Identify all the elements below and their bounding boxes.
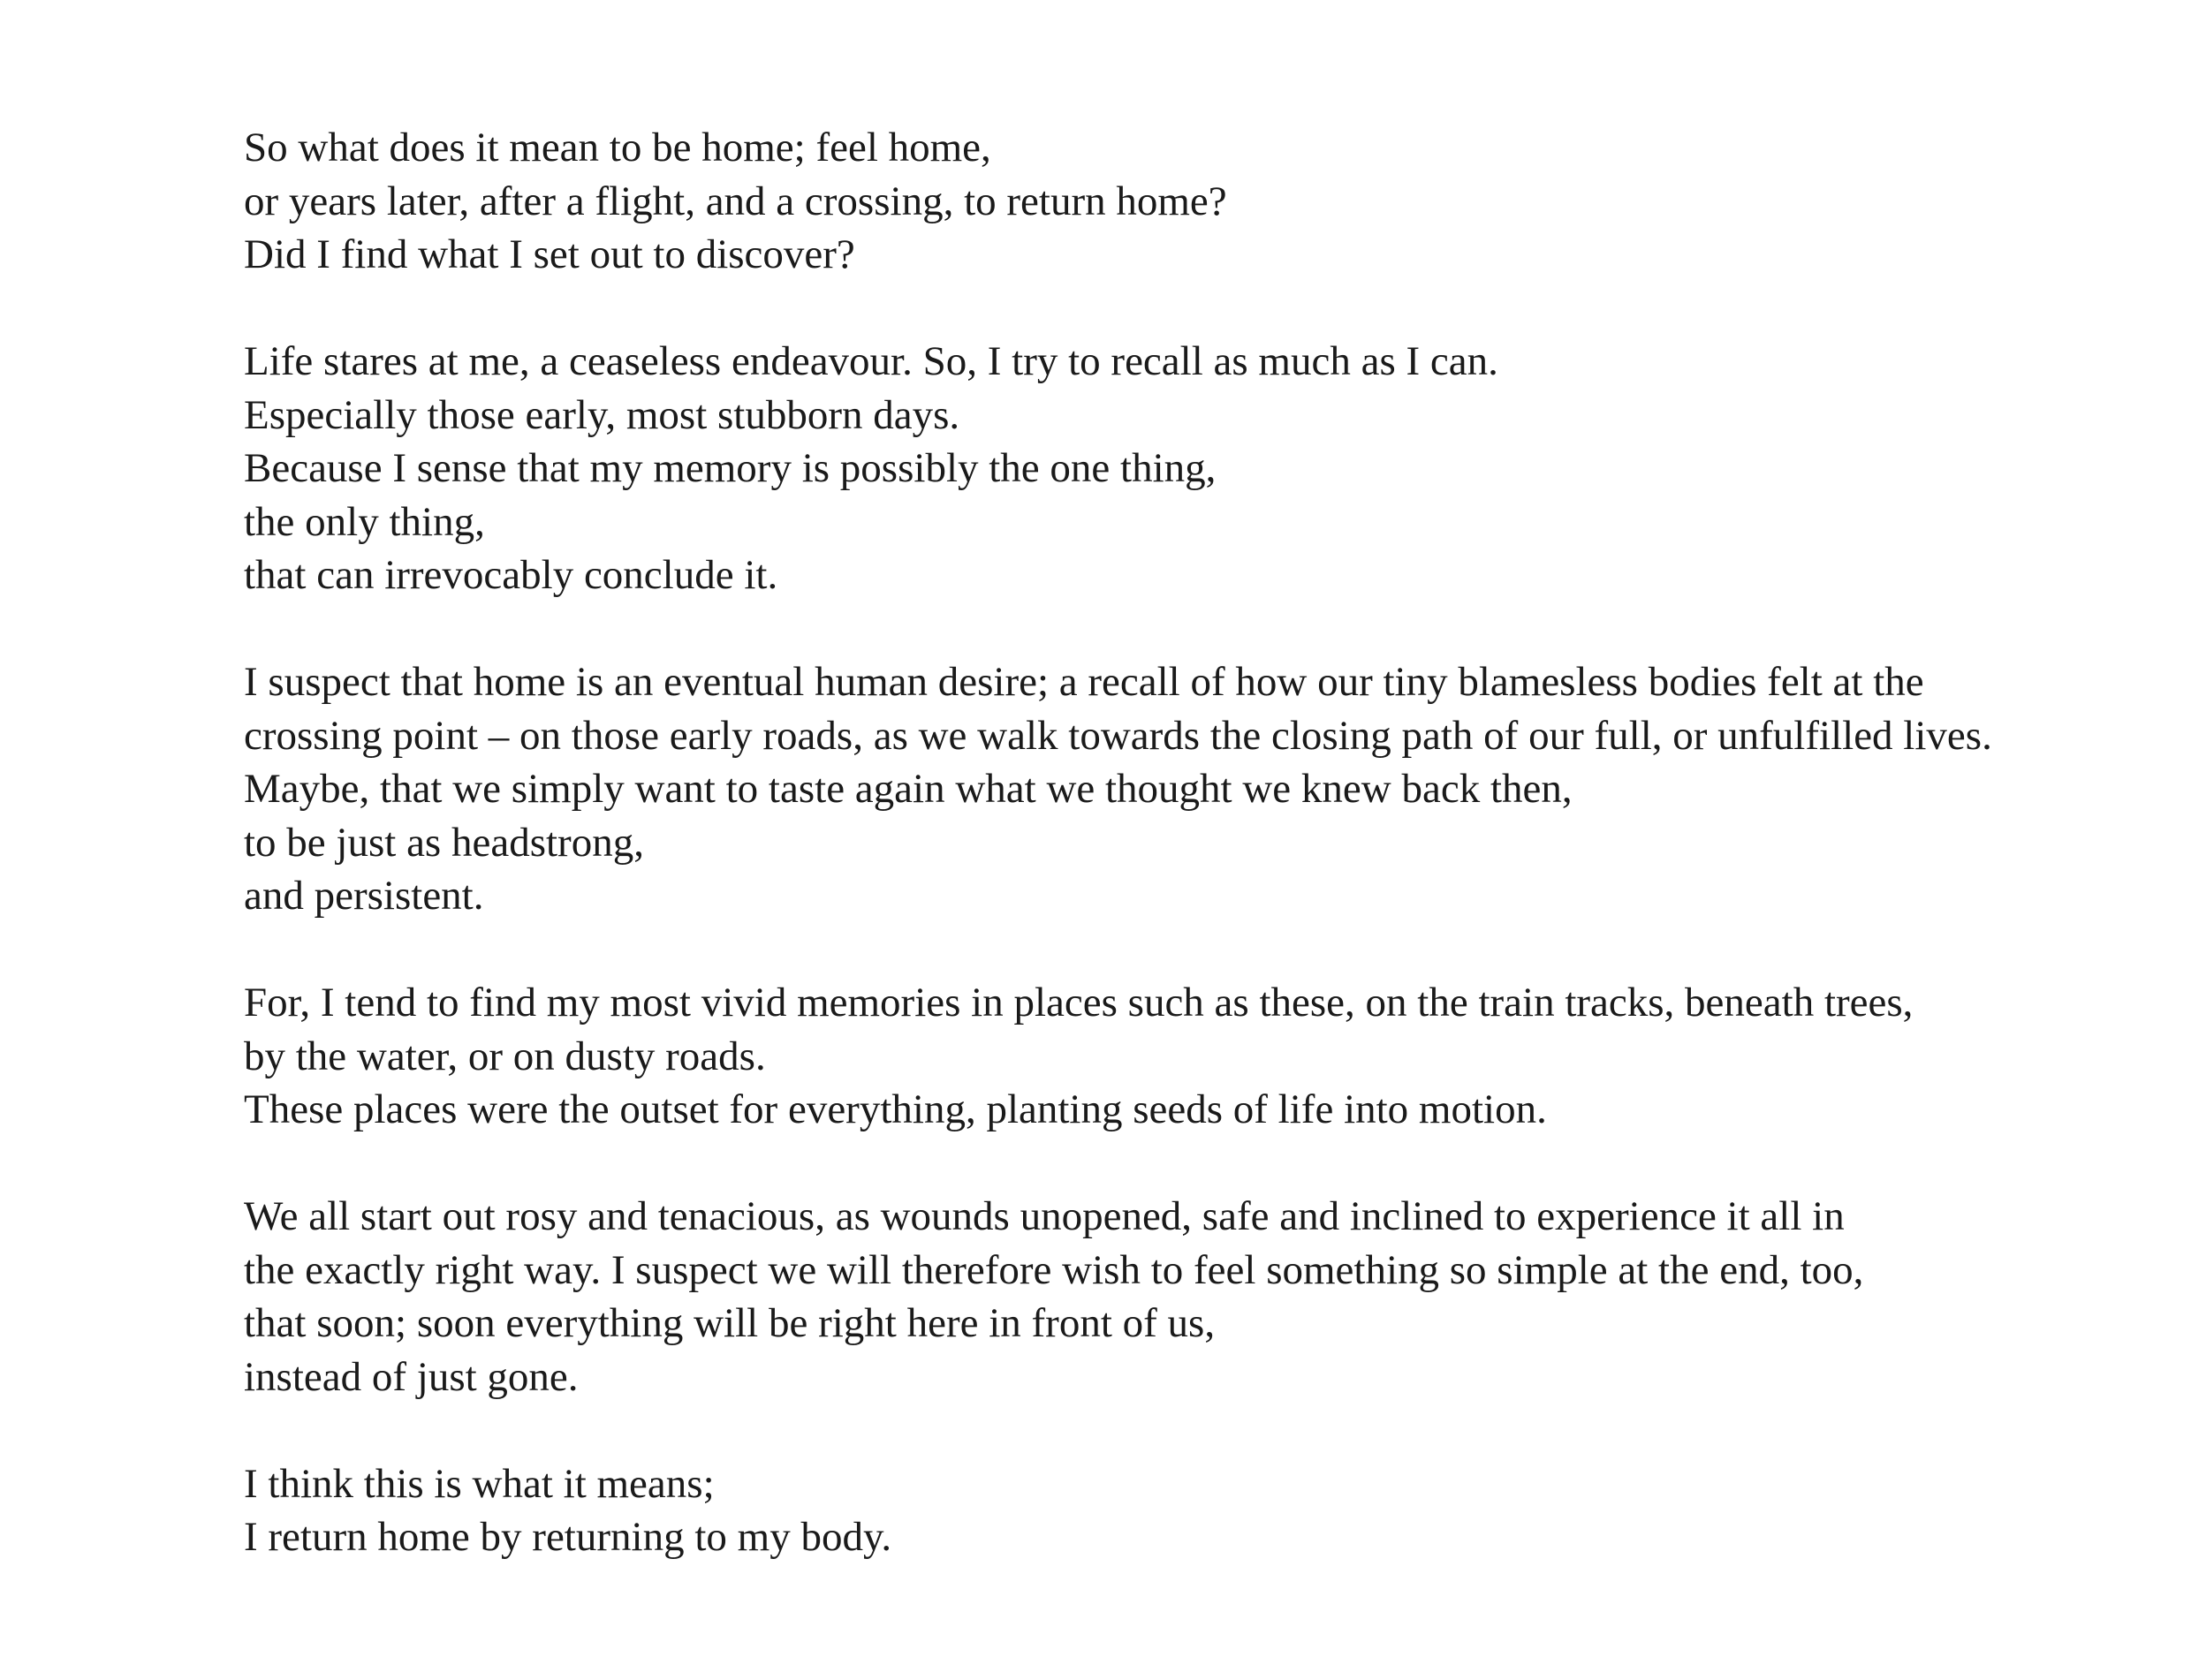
poem-line: I return home by returning to my body. (244, 1514, 892, 1560)
poem-line: These places were the outset for everything, planting seeds of life into motion. (244, 1086, 1547, 1132)
poem-text (244, 121, 2143, 1564)
poem-line: that can irrevocably conclude it. (244, 552, 778, 598)
poem-line: instead of just gone. (244, 1353, 579, 1400)
poem-line: and persistent. (244, 873, 484, 919)
poem-line: I think this is what it means; (244, 1460, 715, 1507)
poem-line: Life stares at me, a ceaseless endeavour. So, I try to recall as much as I can. (244, 338, 1498, 384)
poem-line: Especially those early, most stubborn days. (244, 391, 960, 438)
poem-line: by the water, or on dusty roads. (244, 1033, 766, 1079)
stanza-4 (244, 976, 2143, 1137)
stanza-1 (244, 121, 2143, 282)
poem-line: So what does it mean to be home; feel home, (244, 125, 991, 170)
stanza-6 (244, 1457, 2143, 1564)
poem-line: that soon; soon everything will be right here in front of us, (244, 1300, 1216, 1346)
poem-line: crossing point – on those early roads, as we walk towards the closing path of our full, or unfulfilled lives. (244, 712, 1992, 759)
poem-line: the only thing, (244, 498, 485, 545)
stanza-5 (244, 1190, 2143, 1404)
poem-line: Maybe, that we simply want to taste again what we thought we knew back then, (244, 766, 1573, 812)
poem-line: the exactly right way. I suspect we will therefore wish to feel something so simple at the end, too, (244, 1246, 1864, 1293)
poem-line: For, I tend to find my most vivid memories in places such as these, on the train tracks, beneath trees, (244, 980, 1914, 1025)
poem-line: Because I sense that my memory is possibly the one thing, (244, 445, 1217, 491)
poem-line: or years later, after a flight, and a crossing, to return home? (244, 178, 1227, 224)
stanza-2 (244, 335, 2143, 602)
poem-line: to be just as headstrong, (244, 819, 644, 866)
poem-line: We all start out rosy and tenacious, as wounds unopened, safe and inclined to experience it all in (244, 1193, 1845, 1239)
poem-line: I suspect that home is an eventual human desire; a recall of how our tiny blamesless bodies felt at the (244, 659, 1924, 705)
poem-line: Did I find what I set out to discover? (244, 231, 855, 277)
stanza-3 (244, 655, 2143, 923)
